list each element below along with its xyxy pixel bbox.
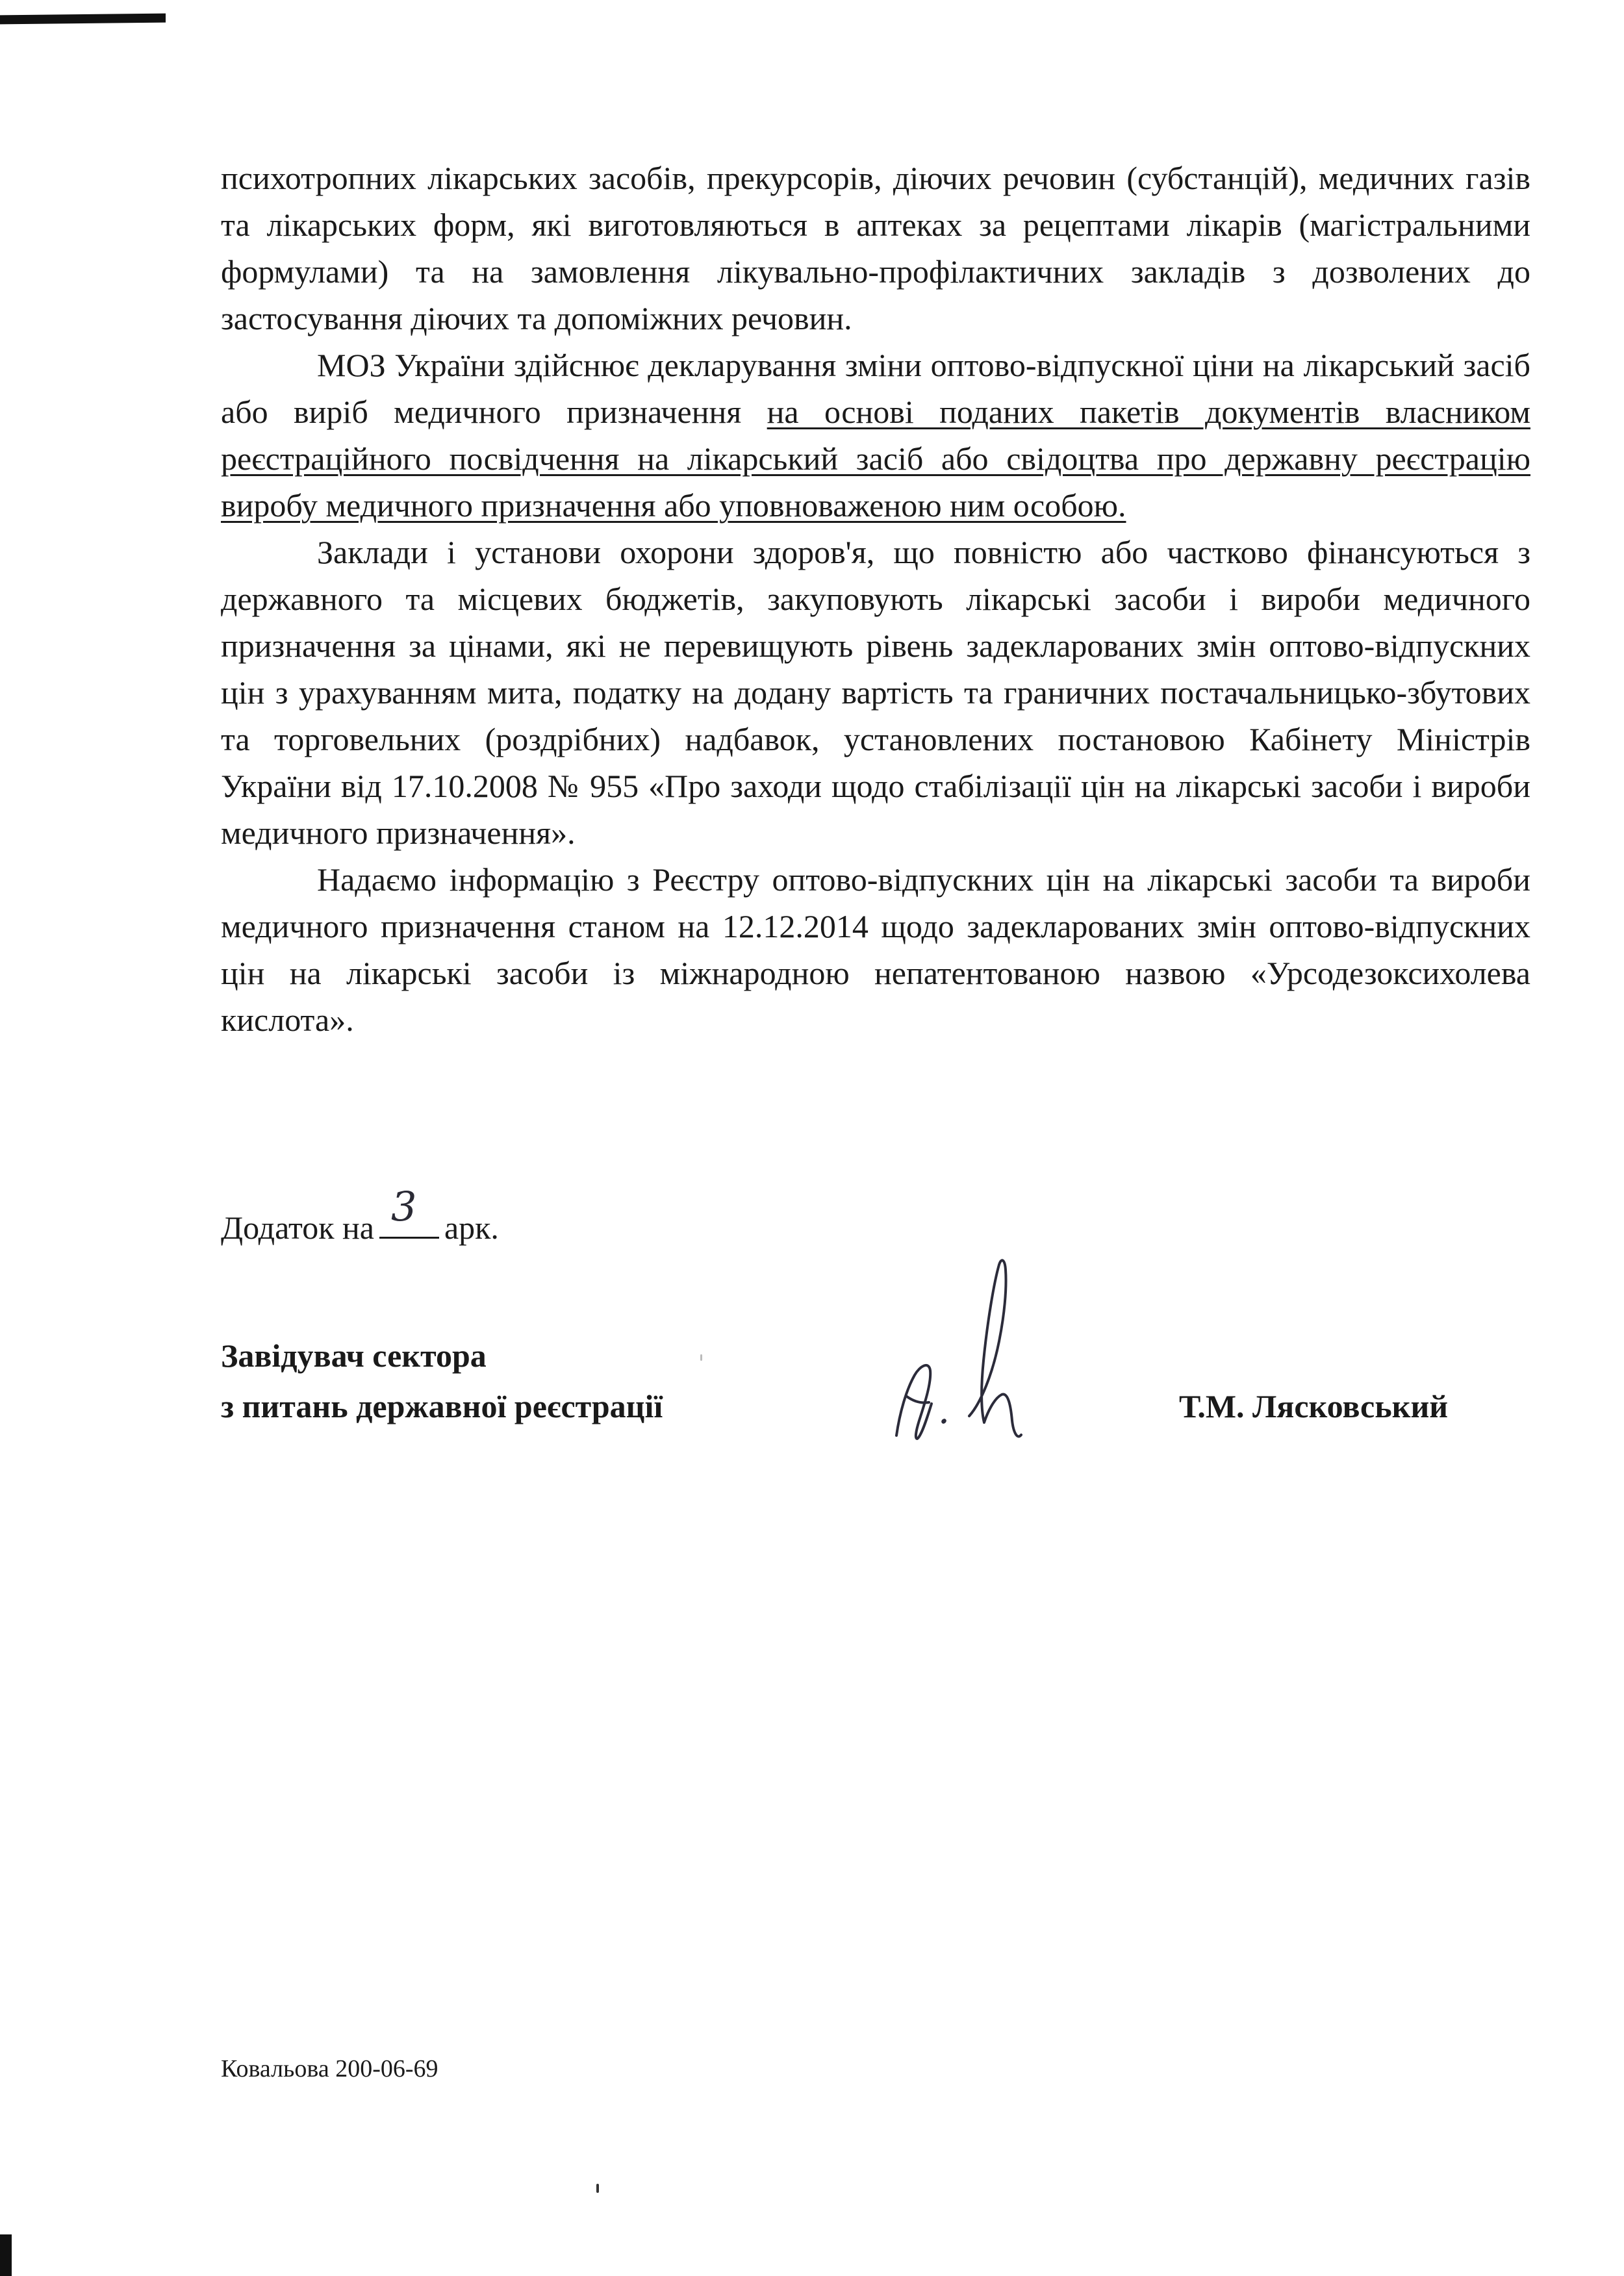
signer-position-line1: Завідувач сектора (221, 1337, 487, 1374)
scan-edge-mark-bottom (0, 2234, 12, 2276)
paragraph-declaration-text: МОЗ України здійснює декларування зміни оптово-відпускної ціни на лікарський засіб або виріб медичного призначення (221, 347, 1530, 430)
handwritten-signature (883, 1250, 1052, 1445)
paragraph-declaration-underlined: на основі поданих пакетів документів власником реєстраційного посвідчення на лікарський засіб або свідоцтва про державну реєстрацію виробу медичного призначення або уповноваженою ним особою. (221, 394, 1530, 524)
executor-contact: Ковальова 200-06-69 (221, 2055, 438, 2082)
signer-name: Т.М. Лясковський (1179, 1388, 1449, 1424)
scan-speck (700, 1354, 702, 1361)
scan-speck (596, 2184, 599, 2193)
scan-edge-mark-top (0, 14, 166, 25)
paragraph-declaration (221, 342, 1530, 529)
appendix-count-blank (379, 1183, 439, 1239)
letter-body (221, 155, 1530, 1043)
appendix-line (221, 1183, 499, 1251)
paragraph-procurement: Заклади і установи охорони здоров'я, що повністю або частково фінансуються з державного та місцевих бюджетів, закуповують лікарські засоби і вироби медичного призначення за цінами, які не перевищують рівень задекларованих змін оптово-відпускних цін з урахуванням мита, податку на додану вартість та граничних постачальницько-збутових та торговельних (роздрібних) надбавок, установлених постановою Кабінету Міністрів України від 17.10.2008 № 955 «Про заходи щодо стабілізації цін на лікарські засоби і вироби медичного призначення». (221, 534, 1530, 851)
appendix-suffix: арк. (444, 1209, 499, 1246)
signer-position-line2: з питань державної реєстрації (221, 1388, 663, 1424)
signer-position (221, 1330, 663, 1432)
paragraph-registry-info: Надаємо інформацію з Реєстру оптово-відпускних цін на лікарські засоби та вироби медичного призначення станом на 12.12.2014 щодо задекларованих змін оптово-відпускних цін на лікарські засоби із міжнародною непатентованою назвою «Урсодезоксихолева кислота». (221, 861, 1530, 1038)
appendix-prefix: Додаток на (221, 1209, 374, 1246)
appendix-count-handwritten: 3 (390, 1183, 417, 1230)
paragraph-substances: психотропних лікарських засобів, прекурсорів, діючих речовин (субстанцій), медичних газів та лікарських форм, які виготовляються в аптеках за рецептами лікарів (магістральними формулами) та на замовлення лікувально-профілактичних закладів з дозволених до застосування діючих та допоміжних речовин. (221, 160, 1530, 336)
